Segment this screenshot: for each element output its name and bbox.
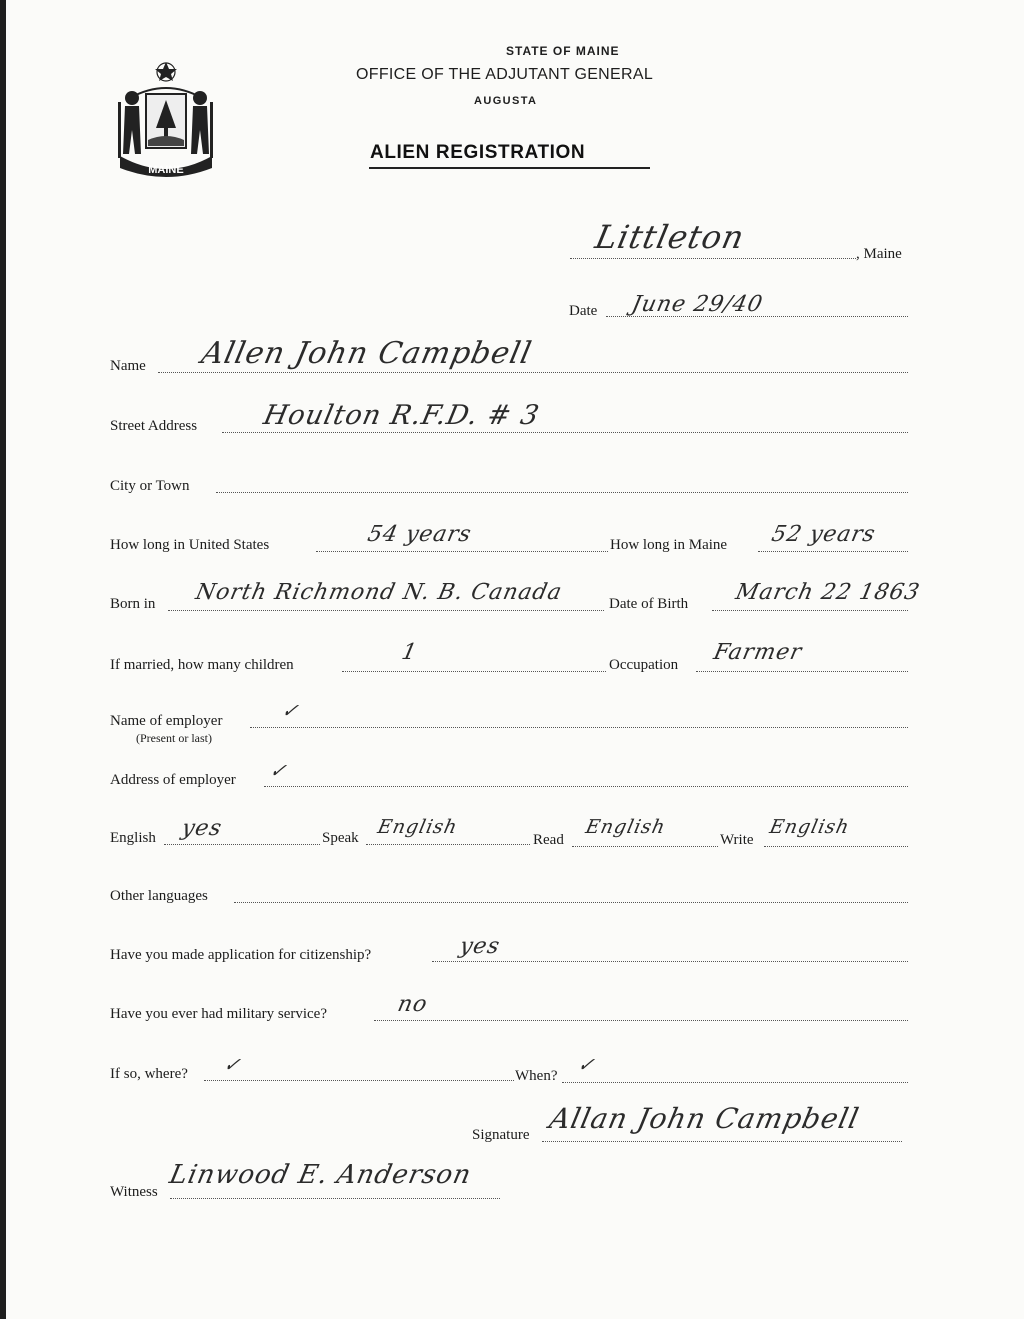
children-line: [342, 671, 606, 672]
place-suffix: , Maine: [856, 246, 902, 262]
citizenship-label: Have you made application for citizenship?: [110, 947, 372, 963]
seal-text: MAINE: [148, 164, 184, 176]
occupation-value: Farmer: [711, 640, 805, 665]
date-value: June 29/40: [629, 292, 766, 317]
us-years-line: [316, 551, 608, 552]
other-languages-line: [234, 902, 908, 903]
english-line: [164, 844, 320, 845]
read-label: Read: [533, 832, 564, 848]
city-label: City or Town: [110, 478, 190, 494]
us-years-label: How long in United States: [110, 537, 270, 553]
born-label: Born in: [110, 596, 156, 612]
place-value: Littleton: [591, 218, 749, 256]
employer-address-value: ✓: [267, 760, 290, 782]
read-line: [572, 846, 718, 847]
occupation-line: [696, 671, 908, 672]
employer-line: [250, 727, 908, 728]
english-label: English: [110, 830, 156, 846]
dob-label: Date of Birth: [609, 596, 689, 612]
when-label: When?: [515, 1068, 558, 1084]
where-line: [204, 1080, 514, 1081]
employer-note: (Present or last): [136, 731, 212, 745]
maine-years-label: How long in Maine: [610, 537, 728, 553]
maine-years-line: [758, 551, 908, 552]
military-label: Have you ever had military service?: [110, 1006, 327, 1022]
citizenship-value: yes: [457, 934, 503, 959]
when-value: ✓: [575, 1054, 598, 1076]
signature-label: Signature: [472, 1127, 530, 1143]
dob-line: [712, 610, 908, 611]
speak-label: Speak: [322, 830, 359, 846]
employer-value: ✓: [279, 700, 302, 722]
city-heading: AUGUSTA: [474, 95, 538, 107]
write-value: English: [767, 816, 852, 838]
witness-line: [170, 1198, 500, 1199]
signature-value: Allan John Campbell: [546, 1102, 863, 1135]
witness-value: Linwood E. Anderson: [166, 1160, 475, 1190]
read-value: English: [583, 816, 668, 838]
name-label: Name: [110, 358, 146, 374]
name-value: Allen John Campbell: [198, 336, 536, 371]
employer-address-label: Address of employer: [110, 772, 236, 788]
military-value: no: [395, 992, 431, 1017]
employer-address-line: [264, 786, 908, 787]
street-line: [222, 432, 908, 433]
speak-line: [366, 844, 530, 845]
maine-years-value: 52 years: [769, 522, 879, 547]
when-line: [562, 1082, 908, 1083]
date-label: Date: [569, 303, 598, 319]
street-label: Street Address: [110, 418, 198, 434]
office-heading: OFFICE OF THE ADJUTANT GENERAL: [356, 66, 654, 83]
us-years-value: 54 years: [365, 522, 475, 547]
signature-line: [542, 1141, 902, 1142]
occupation-label: Occupation: [609, 657, 679, 673]
dob-value: March 22 1863: [733, 580, 923, 605]
military-line: [374, 1020, 908, 1021]
form-title: ALIEN REGISTRATION: [370, 142, 586, 163]
place-line: [570, 258, 856, 259]
children-value: 1: [399, 640, 420, 665]
title-underline: [369, 167, 650, 169]
citizenship-line: [432, 961, 908, 962]
city-line: [216, 492, 908, 493]
english-value: yes: [179, 816, 225, 841]
where-label: If so, where?: [110, 1066, 188, 1082]
where-value: ✓: [221, 1054, 244, 1076]
born-line: [168, 610, 604, 611]
street-value: Houlton R.F.D. # 3: [260, 400, 543, 431]
other-languages-label: Other languages: [110, 888, 208, 904]
speak-value: English: [375, 816, 460, 838]
state-heading: STATE OF MAINE: [506, 44, 620, 58]
born-value: North Richmond N. B. Canada: [193, 580, 565, 605]
children-label: If married, how many children: [110, 657, 294, 673]
witness-label: Witness: [110, 1184, 158, 1200]
write-line: [764, 846, 908, 847]
write-label: Write: [720, 832, 754, 848]
employer-label: Name of employer: [110, 713, 223, 729]
name-line: [158, 372, 908, 373]
